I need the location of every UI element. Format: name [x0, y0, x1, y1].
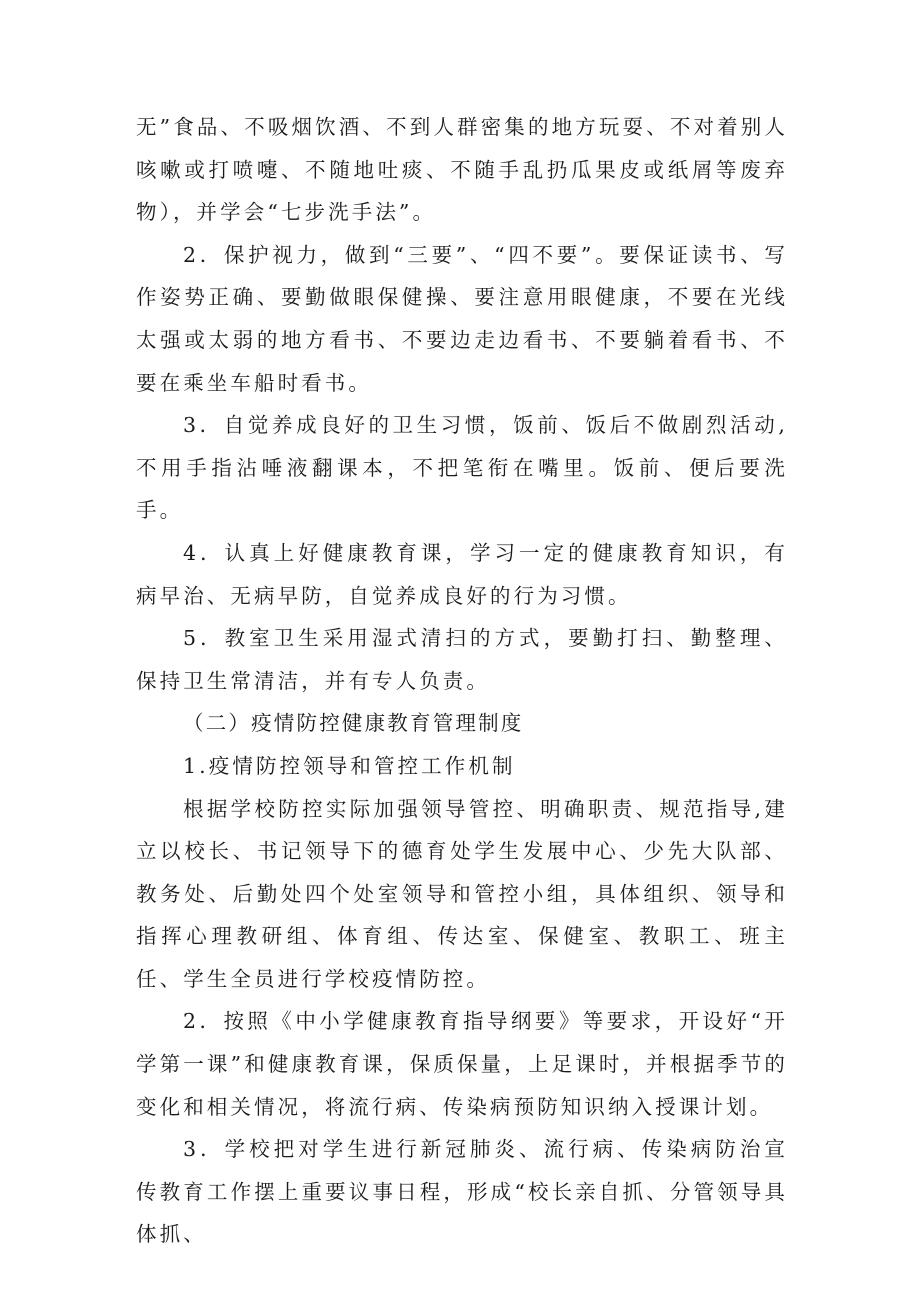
paragraph-item-2: 2．保护视力，做到“三要”、“四不要”。要保证读书、写作姿势正确、要勤做眼保健操、要注意用眼健康，不要在光线太强或太弱的地方看书、不要边走边看书、不要躺着看书、不要在乘坐车船时看书。	[136, 242, 788, 395]
section-heading-2: （二）疫情防控健康教育管理制度	[183, 711, 524, 736]
document-page	[136, 106, 788, 1256]
paragraph-item-4: 4．认真上好健康教育课，学习一定的健康教育知识，有病早治、无病早防，自觉养成良好的行为习惯。	[136, 540, 788, 608]
subheading-1: 1.疫情防控领导和管控工作机制	[183, 753, 516, 778]
paragraph-item-5: 5．教室卫生采用湿式清扫的方式，要勤打扫、勤整理、保持卫生常清洁，并有专人负责。	[136, 626, 788, 693]
paragraph-sub-2: 2．按照《中小学健康教育指导纲要》等要求，开设好“开学第一课”和健康教育课，保质保量，上足课时，并根据季节的变化和相关情况，将流行病、传染病预防知识纳入授课计划。	[136, 1009, 788, 1119]
paragraph-sub-1-body: 根据学校防控实际加强领导管控、明确职责、规范指导,建立以校长、书记领导下的德育处学生发展中心、少先大队部、教务处、后勤处四个处室领导和管控小组，具体组织、领导和指挥心理教研组、体育组、传达室、保健室、教职工、班主任、学生全员进行学校疫情防控。	[136, 796, 788, 991]
paragraph-continued: 无”食品、不吸烟饮酒、不到人群密集的地方玩耍、不对着别人咳嗽或打喷嚏、不随地吐痰、不随手乱扔瓜果皮或纸屑等废弃物），并学会“七步洗手法”。	[136, 115, 788, 225]
paragraph-sub-3: 3．学校把对学生进行新冠肺炎、流行病、传染病防治宣传教育工作摆上重要议事日程，形成“校长亲自抓、分管领导具体抓、	[136, 1137, 788, 1247]
paragraph-item-3: 3．自觉养成良好的卫生习惯，饭前、饭后不做剧烈活动,不用手指沾唾液翻课本，不把笔衔在嘴里。饭前、便后要洗手。	[136, 413, 788, 523]
